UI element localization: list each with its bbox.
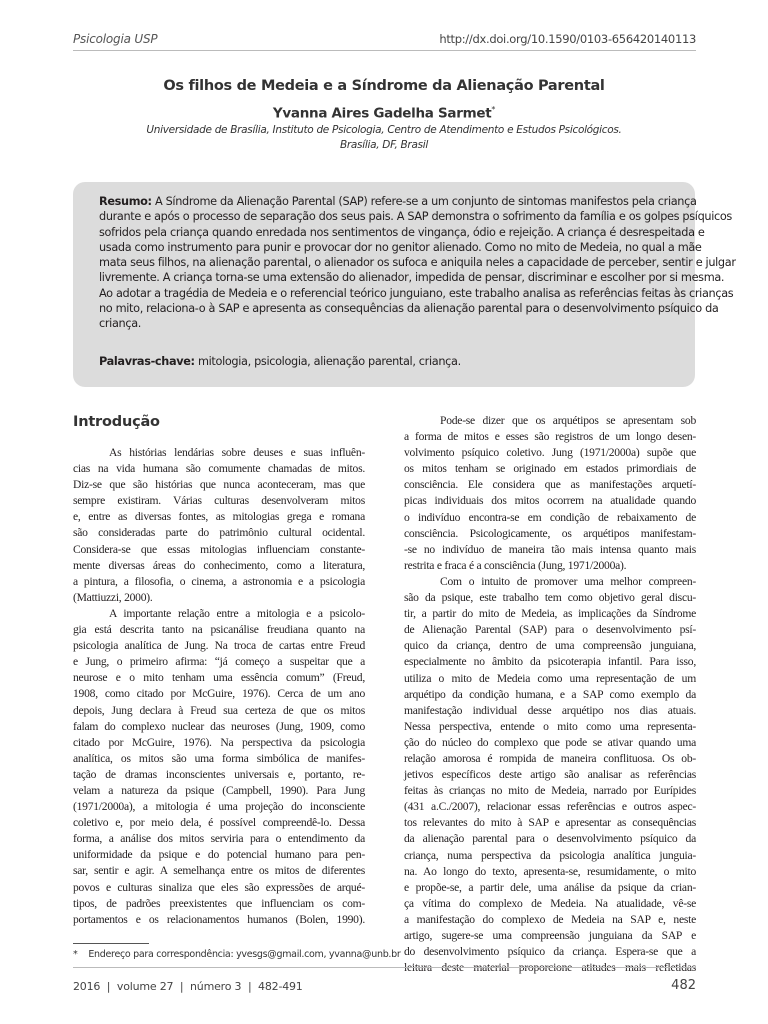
body-line: manifestação individual desse arquétipo nos dias atuais. (404, 703, 696, 717)
body-line: especialmente no âmbito da psicoterapia infantil. Para isso, (404, 655, 696, 669)
author-name (0, 105, 768, 122)
body-line: tir, a partir do mito de Medeia, as implicações da Síndrome (404, 607, 696, 621)
body-line: arquétipo da condição humana, e a SAP como exemplo da (404, 687, 696, 701)
body-line: falam do complexo nuclear das neuroses (Jung, 1909, como (73, 719, 365, 733)
body-line: o indivíduo encontra-se em condição de rebaixamento de (404, 510, 696, 524)
body-column-right (404, 413, 696, 976)
affiliation-line-2: Brasília, DF, Brasil (340, 139, 428, 151)
body-line: são consideradas parte do patrimônio cultural ocidental. (73, 526, 365, 540)
author-mark: * (491, 105, 496, 114)
body-line: feitas às crianças no mito de Medeia, narrado por Eurípides (404, 784, 696, 798)
body-line: ça vítima do complexo de Medeia. Na atualidade, vê-se (404, 896, 696, 910)
body-line: restrita e fraca é a consciência (Jung, 1971/2000a). (404, 558, 627, 572)
body-line: mente diversas áreas do conhecimento, como a literatura, (73, 558, 365, 572)
body-line: da alienação parental para o desenvolvimento psíquico da (404, 832, 696, 846)
keywords-text: mitologia, psicologia, alienação parental, criança. (197, 355, 461, 368)
body-line: são da psique, este trabalho tem como objetivo geral discu- (404, 591, 696, 605)
body-line: As histórias lendárias sobre deuses e suas influên- (109, 446, 365, 459)
affiliation-line-1: Universidade de Brasília, Instituto de Psicologia, Centro de Atendimento e Estudos Psicológicos. (146, 124, 622, 136)
abstract-label: Resumo: (99, 195, 152, 208)
body-line: artigo, sugere-se uma compreensão junguiana da SAP e (404, 929, 696, 942)
body-line: e, entre as diversas fontes, as mitologias grega e romana (73, 510, 365, 524)
abstract-line (99, 194, 736, 209)
body-column-left (73, 445, 365, 928)
body-line: depois, Jung declara à Freud sua certeza de que os mitos (73, 703, 365, 717)
abstract-line: usada como instrumento para punir e provocar dor no genitor alienado. Como no mito de Medeia, no qual a mãe (99, 240, 702, 254)
section-heading: Introdução (73, 414, 160, 430)
body-line: utiliza o mito de Medeia como uma representação de um (404, 671, 696, 685)
body-line: e propõe-se, a partir dele, uma análise da psique da crian- (404, 880, 696, 894)
body-line: Pode-se dizer que os arquétipos se apresentam sob (440, 414, 696, 427)
abstract-line: criança. (99, 317, 142, 331)
footnote-text: Endereço para correspondência: yvesgs@gmail.com, yvanna@unb.br (88, 949, 401, 960)
body-line: Nessa perspectiva, entende o mito como uma representa- (404, 719, 696, 733)
body-line: picas individuais dos mitos ocorrem na atualidade quando (404, 494, 696, 508)
body-line: jetivos específicos deste artigo são analisar as referências (404, 768, 696, 782)
body-line: analítica, os mitos são uma forma simbólica de manifes- (73, 751, 365, 765)
footnote-rule (73, 943, 149, 944)
body-line: Diz-se que são histórias que nunca aconteceram, mas que (73, 478, 365, 492)
body-line: relação amorosa é rompida de maneira conflituosa. Os ob- (404, 751, 696, 765)
body-line: consciência. Psicologicamente, os arquétipos manifestam- (404, 526, 696, 540)
abstract-line: livremente. A criança torna-se uma extensão do alienador, impedida de pensar, discriminar e escolher por si mesma. (99, 271, 725, 285)
journal-name: Psicologia USP (73, 32, 158, 46)
footer-rule (73, 967, 696, 968)
body-line: forma, a análise dos mitos serviria para o entendimento da (73, 832, 365, 846)
body-line: criança, numa perspectiva da psicologia analítica junguia- (404, 848, 696, 862)
body-line: coletivo e, por meio dela, é possível compreendê-lo. Dessa (73, 816, 365, 830)
body-line: Considera-se que essas mitologias influenciam constante- (73, 542, 365, 556)
body-line: ção do núcleo do complexo que pode se ativar quando uma (404, 735, 696, 749)
body-line: povos e culturas sinaliza que eles são expressões de arqué- (73, 880, 365, 894)
author-name-text: Yvanna Aires Gadelha Sarmet (272, 105, 492, 122)
body-line: portamentos e os relacionamentos humanos (Bolen, 1990). (73, 912, 365, 926)
body-line: quico da criança, dentro de uma compreensão junguiana, (404, 639, 696, 653)
abstract-line: durante e após o processo de separação dos seus pais. A SAP demonstra o sofrimento da família e os golpes psíquicos (99, 210, 732, 224)
doi-link[interactable]: http://dx.doi.org/10.1590/0103-656420140113 (439, 32, 696, 46)
body-line: tos relevantes do mito à SAP e apresentar as consequências (404, 816, 696, 830)
body-line: a pintura, a filosofia, o cinema, a astronomia e a psicologia (73, 574, 365, 588)
article-title: Os filhos de Medeia e a Síndrome da Alienação Parental (163, 78, 605, 94)
abstract-line: Ao adotar a tragédia de Medeia e o referencial teórico junguiano, este trabalho analisa as referências feitas às crianças (99, 286, 734, 300)
body-line: volvimento psíquico coletivo. Jung (1971/2000a) supõe que (404, 446, 696, 460)
body-line: sempre existiram. Várias culturas desenvolveram mitos (73, 494, 365, 508)
body-line: uniformidade da psique e do potencial humano para pen- (73, 848, 365, 862)
body-line: sar, sentir e agir. A semelhança entre os mitos de diferentes (73, 864, 365, 878)
abstract-line: mata seus filhos, na alienação parental, o alienador os sufoca e aniquila neles a capacidade de perceber, sentir e julgar (99, 256, 736, 270)
body-line: do desenvolvimento psíquico da criança. Espera-se que a (404, 945, 696, 959)
keywords-label: Palavras-chave: (99, 355, 195, 368)
body-line: os mitos tenham se originado em estados primordiais de (404, 462, 696, 476)
body-line: citado por McGuire, 1976). Na perspectiva da psicologia (73, 735, 365, 749)
body-line: gia está descrita tanto na psicanálise freudiana quanto na (73, 623, 365, 637)
abstract-line: no mito, relaciona-o à SAP e apresenta as consequências da alienação parental para o desenvolvimento psíquico da (99, 302, 719, 316)
body-line: na. Ao longo do texto, apresenta-se, resumidamente, o mito (404, 864, 696, 878)
body-line: -se no indivíduo de maneira tão mais intensa quanto mais (404, 542, 696, 556)
body-line: tipos, de padrões preexistentes que influenciam os com- (73, 896, 365, 910)
body-line: Com o intuito de promover uma melhor compreen- (440, 574, 696, 588)
body-line: de Alienação Parental (SAP) para o desenvolvimento psí- (404, 623, 696, 637)
body-line: a manifestação do complexo de Medeia na SAP e, neste (404, 912, 696, 926)
body-line: a forma de mitos e esses são registros de um longo desen- (404, 430, 696, 444)
body-line: tação de dramas inconscientes universais e, portanto, re- (73, 767, 365, 781)
body-line: A importante relação entre a mitologia e a psicolo- (109, 606, 365, 620)
body-line: neurose e o mito tenham uma essência comum” (Freud, (73, 671, 365, 685)
abstract-line-text: A Síndrome da Alienação Parental (SAP) refere-se a um conjunto de sintomas manifestos pela criança (154, 195, 697, 208)
affiliation (0, 123, 768, 153)
footnote-mark: * (73, 949, 78, 960)
body-line: (431 a.C./2007), relacionar essas referências e outros aspec- (404, 800, 696, 814)
body-line: (Mattiuzzi, 2000). (73, 590, 153, 604)
footnote (73, 949, 400, 960)
body-line: leitura deste material proporcione atitudes mais refletidas (404, 961, 696, 975)
body-line: cias na vida humana são comumente chamadas de mitos. (73, 462, 365, 476)
body-line: e Jung, o primeiro afirma: “já começo a suspeitar que a (73, 655, 365, 669)
body-line: consciência. Ele considera que as manifestações arquetí- (404, 478, 696, 492)
abstract-line: sofridos pela criança quando enredada nos sentimentos de vingança, ódio e rejeição. A criança é desrespeitada e (99, 225, 705, 239)
keywords (99, 355, 461, 368)
abstract-text (99, 194, 736, 332)
issue-info: 2016 | volume 27 | número 3 | 482-491 (73, 980, 303, 993)
body-line: velam a natureza da psique (Campbell, 1990). Para Jung (73, 783, 365, 797)
page-number: 482 (671, 978, 696, 993)
body-line: (1971/2000a), a mitologia é uma projeção do inconsciente (73, 800, 365, 814)
header-rule (73, 50, 696, 51)
body-line: psicologia analítica de Jung. Na troca de cartas entre Freud (73, 639, 365, 653)
body-line: 1908, como citado por McGuire, 1976). Cerca de um ano (73, 687, 365, 701)
